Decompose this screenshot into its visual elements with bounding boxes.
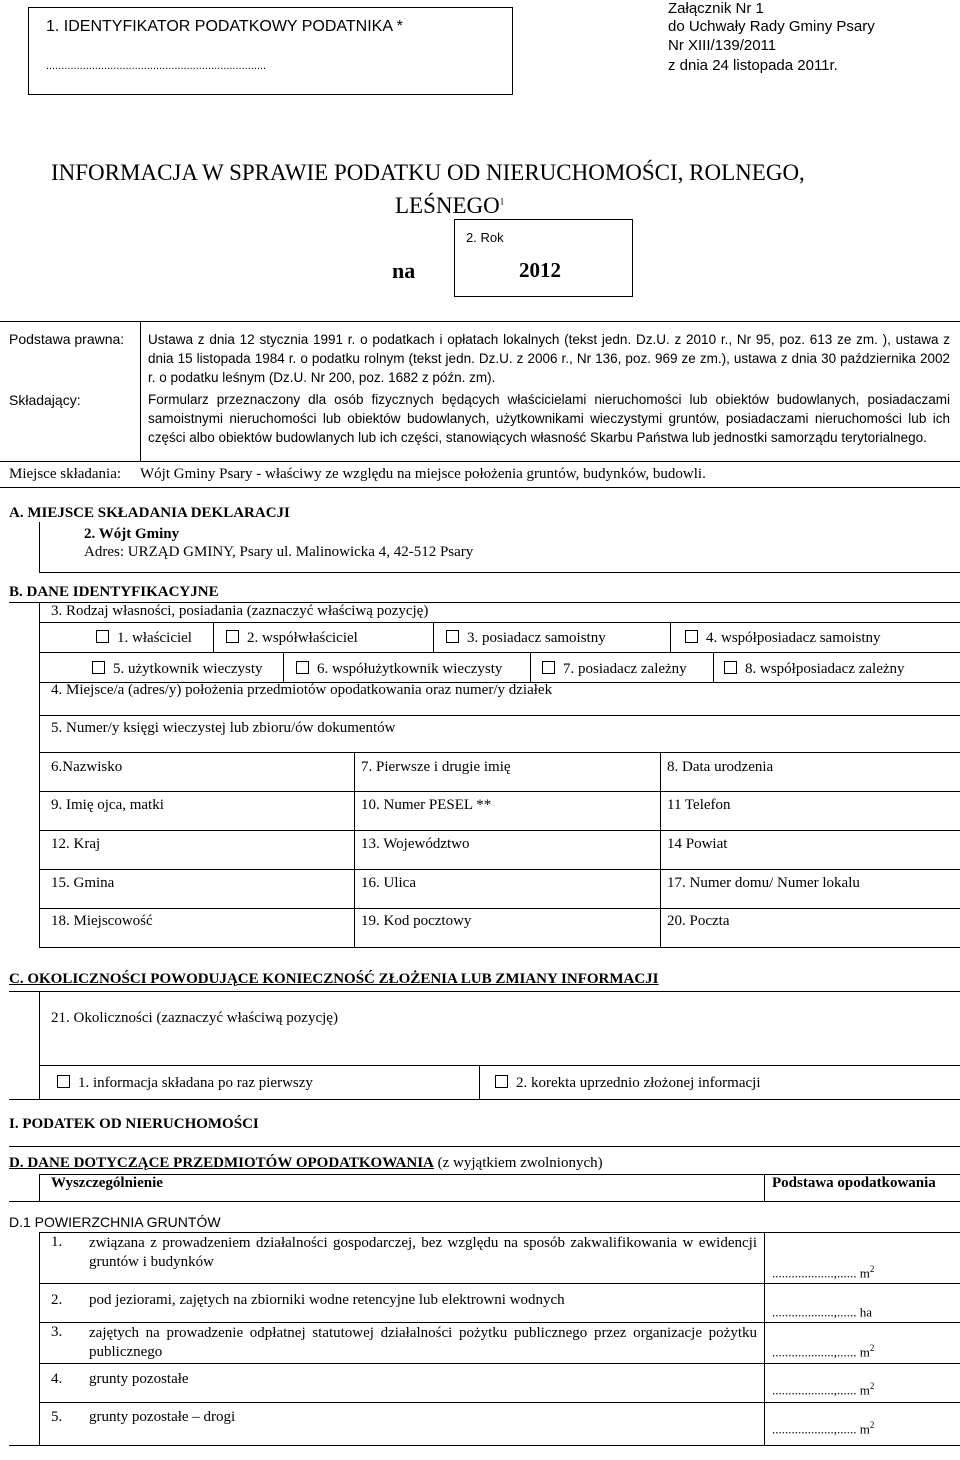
divider [660, 752, 661, 947]
section-c-title: C. OKOLICZNOŚCI POWODUJĄCE KONIECZNOŚĆ ZŁOŻENIA LUB ZMIANY INFORMACJI [9, 971, 659, 987]
divider [39, 1283, 960, 1284]
town-field[interactable]: 18. Miejscowość [51, 913, 153, 929]
postal-code-field[interactable]: 19. Kod pocztowy [361, 913, 472, 929]
divider [39, 602, 40, 947]
column-header-description: Wyszczególnienie [51, 1175, 163, 1191]
legal-basis-text: Ustawa z dnia 12 stycznia 1991 r. o podatkach i opłatach lokalnych (tekst jedn. Dz.U. z 2010 r., Nr 95, poz. 613 ze zm. ), ustawa z dnia 15 listopada 1984 r. o podatku rolnym (tekst jedn. Dz.U. z 2006 r., Nr 136, poz. 969 ze zm.), ustawa z dnia 30 października 2002 r. o podatku leśnym (Dz.U. Nr 200, poz. 1682 z późn. zm). [148, 332, 950, 385]
filer-label: Składający: [9, 392, 81, 408]
divider [39, 1232, 960, 1233]
ownership-option-6-label: 6. współużytkownik wieczysty [317, 661, 503, 677]
land-row-1-value-text: ...................,...... m [772, 1265, 870, 1281]
land-row-2-value-text: ...................,...... ha [772, 1304, 873, 1320]
divider [9, 1201, 960, 1202]
section-d-title-text: D. DANE DOTYCZĄCE PRZEDMIOTÓW OPODATKOWANIA [9, 1155, 434, 1171]
section-d-title [9, 1155, 603, 1172]
taxpayer-id-label: 1. IDENTYFIKATOR PODATKOWY PODATNIKA * [46, 18, 403, 35]
checkbox-icon[interactable] [296, 661, 309, 674]
circumstance-option-2[interactable] [495, 1075, 761, 1092]
circumstance-option-1-label: 1. informacja składana po raz pierwszy [78, 1075, 313, 1091]
checkbox-icon[interactable] [96, 630, 109, 643]
land-row-2-value[interactable] [772, 1303, 872, 1320]
footnote-mark: 1 [499, 196, 505, 207]
divider [39, 830, 960, 831]
form-title-line-2-text: LEŚNEGO [395, 193, 500, 218]
commune-field[interactable]: 15. Gmina [51, 875, 115, 891]
phone-field[interactable]: 11 Telefon [667, 797, 731, 813]
land-row-5-value[interactable] [772, 1420, 874, 1437]
checkbox-icon[interactable] [685, 630, 698, 643]
divider [0, 487, 960, 488]
divider [0, 461, 960, 462]
section-i-title: I. PODATEK OD NIERUCHOMOŚCI [9, 1116, 259, 1132]
unit-superscript: 2 [869, 1264, 875, 1274]
checkbox-icon[interactable] [542, 661, 555, 674]
ownership-option-8-label: 8. współposiadacz zależny [745, 661, 905, 677]
land-row-3-value-text: ...................,...... m [772, 1344, 870, 1360]
ownership-option-1-label: 1. właściciel [117, 630, 192, 646]
divider [433, 622, 434, 652]
divider [39, 752, 960, 753]
divider [39, 869, 960, 870]
unit-superscript: 2 [869, 1420, 875, 1430]
ownership-option-8[interactable] [724, 661, 905, 678]
divider [39, 1174, 40, 1201]
birth-date-field[interactable]: 8. Data urodzenia [667, 759, 774, 775]
circumstance-option-1[interactable] [57, 1075, 313, 1092]
land-row-5-text: grunty pozostałe – drogi [89, 1409, 236, 1425]
form-title-line-2 [395, 193, 504, 219]
divider [140, 321, 141, 461]
attachment-line-3: Nr XIII/139/2011 [668, 37, 777, 54]
checkbox-icon[interactable] [226, 630, 239, 643]
ownership-option-2[interactable] [226, 630, 358, 647]
divider [9, 1445, 960, 1446]
attachment-line-2: do Uchwały Rady Gminy Psary [668, 18, 875, 35]
divider [9, 991, 960, 992]
na-label: na [392, 258, 416, 283]
divider [39, 1402, 960, 1403]
divider [213, 622, 214, 652]
first-names-field[interactable]: 7. Pierwsze i drugie imię [361, 759, 511, 775]
ownership-option-5[interactable] [92, 661, 263, 678]
land-row-2-number: 2. [51, 1292, 63, 1308]
divider [479, 1065, 480, 1099]
ownership-option-7[interactable] [542, 661, 687, 678]
land-row-4-value[interactable] [772, 1381, 874, 1398]
divider [354, 752, 355, 947]
section-d-title-suffix: (z wyjątkiem zwolnionych) [433, 1155, 603, 1171]
year-label: 2. Rok [466, 230, 504, 245]
divider [0, 321, 960, 322]
land-row-2-text: pod jeziorami, zajętych na zbiorniki wodne retencyjne lub elektrowni wodnych [89, 1292, 565, 1308]
divider [39, 1322, 960, 1323]
ownership-option-6[interactable] [296, 661, 502, 678]
taxpayer-id-field[interactable]: ........................................................................ [46, 60, 267, 72]
land-row-3-text: zajętych na prowadzenie odpłatnej statutowej działalności pożytku publicznego przez organizacje pożytku publicznego [89, 1325, 757, 1360]
land-row-1-number: 1. [51, 1234, 63, 1250]
divider [39, 1363, 960, 1364]
surname-field[interactable]: 6.Nazwisko [51, 759, 123, 775]
land-row-1-value[interactable] [772, 1264, 874, 1281]
land-row-4-text: grunty pozostałe [89, 1371, 189, 1387]
divider [670, 622, 671, 652]
voivodeship-field[interactable]: 13. Województwo [361, 836, 470, 852]
filer-text: Formularz przeznaczony dla osób fizycznych będących właścicielami nieruchomości lub obiektów budowlanych, posiadaczami samoistnymi nieruchomości lub obiektów budowlanych, użytkownikami wieczystymi gruntów, posiadaczami nieruchomości lub ich części albo obiektów budowlanych lub ich części, stanowiących własność Skarbu Państwa lub jednostki samorządu terytorialnego. [148, 392, 950, 445]
circumstances-label: 21. Okoliczności (zaznaczyć właściwą pozycję) [51, 1010, 338, 1026]
attachment-line-1: Załącznik Nr 1 [668, 0, 764, 17]
ownership-option-7-label: 7. posiadacz zależny [563, 661, 687, 677]
place-text: Wójt Gminy Psary - właściwy ze względu na miejsce położenia gruntów, budynków, budowli. [140, 466, 706, 482]
section-a-address[interactable]: Adres: URZĄD GMINY, Psary ul. Malinowicka 4, 42-512 Psary [84, 544, 474, 560]
checkbox-icon[interactable] [92, 661, 105, 674]
divider [9, 1099, 960, 1100]
divider [39, 652, 960, 653]
checkbox-icon[interactable] [446, 630, 459, 643]
ownership-option-2-label: 2. współwłaściciel [247, 630, 358, 646]
ownership-option-3-label: 3. posiadacz samoistny [467, 630, 606, 646]
parents-names-field[interactable]: 9. Imię ojca, matki [51, 797, 164, 813]
street-field[interactable]: 16. Ulica [361, 875, 416, 891]
county-field[interactable]: 14 Powiat [667, 836, 728, 852]
divider [764, 1174, 765, 1201]
unit-superscript: 2 [869, 1381, 875, 1391]
section-a-field-label: 2. Wójt Gminy [84, 526, 180, 542]
year-value[interactable]: 2012 [519, 258, 561, 282]
location-field[interactable]: 4. Miejsce/a (adres/y) położenia przedmiotów opodatkowania oraz numer/y działek [51, 682, 553, 698]
form-title-line-1: INFORMACJA W SPRAWIE PODATKU OD NIERUCHOMOŚCI, ROLNEGO, [51, 160, 805, 185]
ownership-label: 3. Rodzaj własności, posiadania (zaznaczyć właściwą pozycję) [51, 603, 429, 619]
divider [39, 622, 960, 623]
circumstance-option-2-label: 2. korekta uprzednio złożonej informacji [516, 1075, 761, 1091]
place-label: Miejsce składania: [9, 466, 122, 482]
land-row-3-number: 3. [51, 1324, 63, 1340]
house-number-field[interactable]: 17. Numer domu/ Numer lokalu [667, 875, 860, 891]
ownership-option-4-label: 4. współposiadacz samoistny [706, 630, 881, 646]
unit-superscript: 2 [869, 1343, 875, 1353]
section-a-title: A. MIEJSCE SKŁADANIA DEKLARACJI [9, 505, 290, 521]
land-row-1-text: związana z prowadzeniem działalności gospodarczej, bez względu na sposób zakwalifikowania w ewidencji gruntów i budynków [89, 1235, 757, 1270]
pesel-field[interactable]: 10. Numer PESEL ** [361, 797, 492, 813]
land-row-4-number: 4. [51, 1371, 63, 1387]
checkbox-icon[interactable] [724, 661, 737, 674]
divider [39, 715, 960, 716]
section-b-title: B. DANE IDENTYFIKACYJNE [9, 584, 219, 600]
subsection-d1-title: D.1 POWIERZCHNIA GRUNTÓW [9, 1214, 221, 1230]
divider [39, 572, 960, 573]
checkbox-icon[interactable] [57, 1075, 70, 1088]
divider [39, 991, 40, 1099]
ownership-option-3[interactable] [446, 630, 606, 647]
divider [39, 1232, 40, 1445]
divider [713, 652, 714, 682]
ownership-option-5-label: 5. użytkownik wieczysty [113, 661, 263, 677]
register-field[interactable]: 5. Numer/y księgi wieczystej lub zbioru/ów dokumentów [51, 720, 396, 736]
post-office-field[interactable]: 20. Poczta [667, 913, 730, 929]
divider [39, 1065, 960, 1066]
legal-basis-label: Podstawa prawna: [9, 331, 125, 347]
divider [39, 791, 960, 792]
divider [283, 652, 284, 682]
divider [39, 947, 960, 948]
land-row-4-value-text: ...................,...... m [772, 1382, 870, 1398]
land-row-5-number: 5. [51, 1409, 63, 1425]
divider [39, 522, 40, 572]
column-header-tax-base: Podstawa opodatkowania [772, 1175, 936, 1191]
attachment-line-4: z dnia 24 listopada 2011r. [668, 57, 838, 74]
divider [39, 908, 960, 909]
land-row-3-value[interactable] [772, 1343, 874, 1360]
land-row-5-value-text: ...................,...... m [772, 1421, 870, 1437]
ownership-option-4[interactable] [685, 630, 881, 647]
divider [9, 1146, 960, 1147]
divider [530, 652, 531, 682]
country-field[interactable]: 12. Kraj [51, 836, 101, 852]
ownership-option-1[interactable] [96, 630, 192, 647]
divider [764, 1232, 765, 1445]
checkbox-icon[interactable] [495, 1075, 508, 1088]
